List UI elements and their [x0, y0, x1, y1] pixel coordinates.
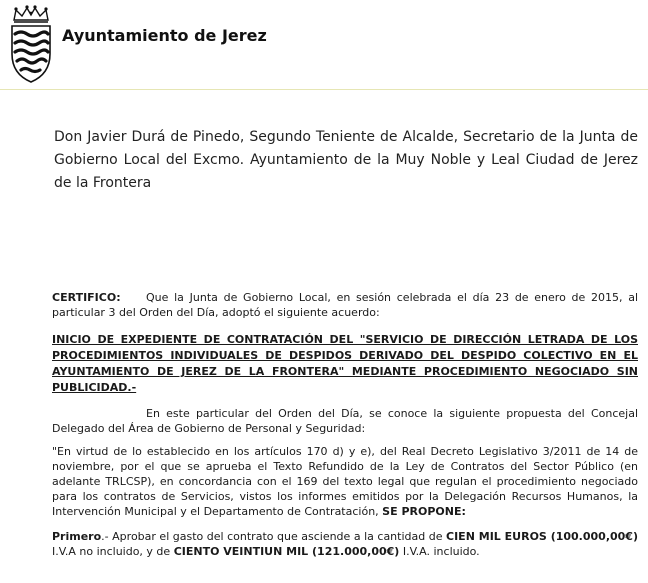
jerez-coat-of-arms-icon: [6, 4, 56, 84]
certifico-label: CERTIFICO:: [52, 291, 121, 304]
subject-heading: INICIO DE EXPEDIENTE DE CONTRATACIÓN DEL "SERVICIO DE DIRECCIÓN LETRADA DE LOS PROCEDIMIENTOS INDIVIDUALES DE DESPIDOS DERIVADO DEL DESPIDO COLECTIVO EN EL AYUNTAMIENTO DE JEREZ DE LA FRONTERA" MEDIANTE PROCEDIMIENTO NEGOCIADO SIN PUBLICIDAD.-: [52, 333, 638, 394]
certifico-text: Que la Junta de Gobierno Local, en sesión celebrada el día 23 de enero de 2015, al particular 3 del Orden del Día, adoptó el siguiente acuerdo:: [52, 291, 638, 319]
primero-paragraph: [52, 529, 638, 559]
header-divider: [0, 89, 648, 90]
document-body: [52, 290, 638, 559]
certifico-paragraph: [52, 290, 638, 320]
se-propone-label: SE PROPONE:: [382, 505, 466, 518]
primero-text: .- Aprobar el gasto del contrato que asciende a la cantidad de: [101, 530, 447, 543]
legal-basis-paragraph: [52, 444, 638, 519]
primero-mid-text: I.V.A no incluido, y de: [52, 545, 174, 558]
amount-with-vat: CIENTO VEINTIUN MIL (121.000,00€): [173, 545, 400, 558]
primero-end-text: I.V.A. incluido.: [399, 545, 480, 558]
intro-paragraph: Don Javier Durá de Pinedo, Segundo Teniente de Alcalde, Secretario de la Junta de Gobierno Local del Excmo. Ayuntamiento de la Muy Noble y Leal Ciudad de Jerez de la Frontera: [54, 129, 638, 191]
legal-basis-text: "En virtud de lo establecido en los artículos 170 d) y e), del Real Decreto Legislativo 3/2011 de 14 de noviembre, por el que se aprueba el Texto Refundido de la Ley de Contratos del Sector Público (en adelante TRLCSP), en concordancia con el 169 del texto legal que regulan el procedimiento negociado para los contratos de Servicios, vistos los informes emitidos por la Delegación Recursos Humanos, la Intervención Municipal y el Departamento de Contratación,: [52, 445, 638, 518]
proposal-intro-paragraph: En este particular del Orden del Día, se conoce la siguiente propuesta del Concejal Delegado del Área de Gobierno de Personal y Seguridad:: [52, 407, 638, 435]
amount-without-vat: CIEN MIL EUROS (100.000,00€): [446, 530, 638, 543]
letterhead: [0, 0, 648, 92]
primero-label: Primero: [52, 530, 102, 543]
organization-name: Ayuntamiento de Jerez: [62, 26, 267, 45]
